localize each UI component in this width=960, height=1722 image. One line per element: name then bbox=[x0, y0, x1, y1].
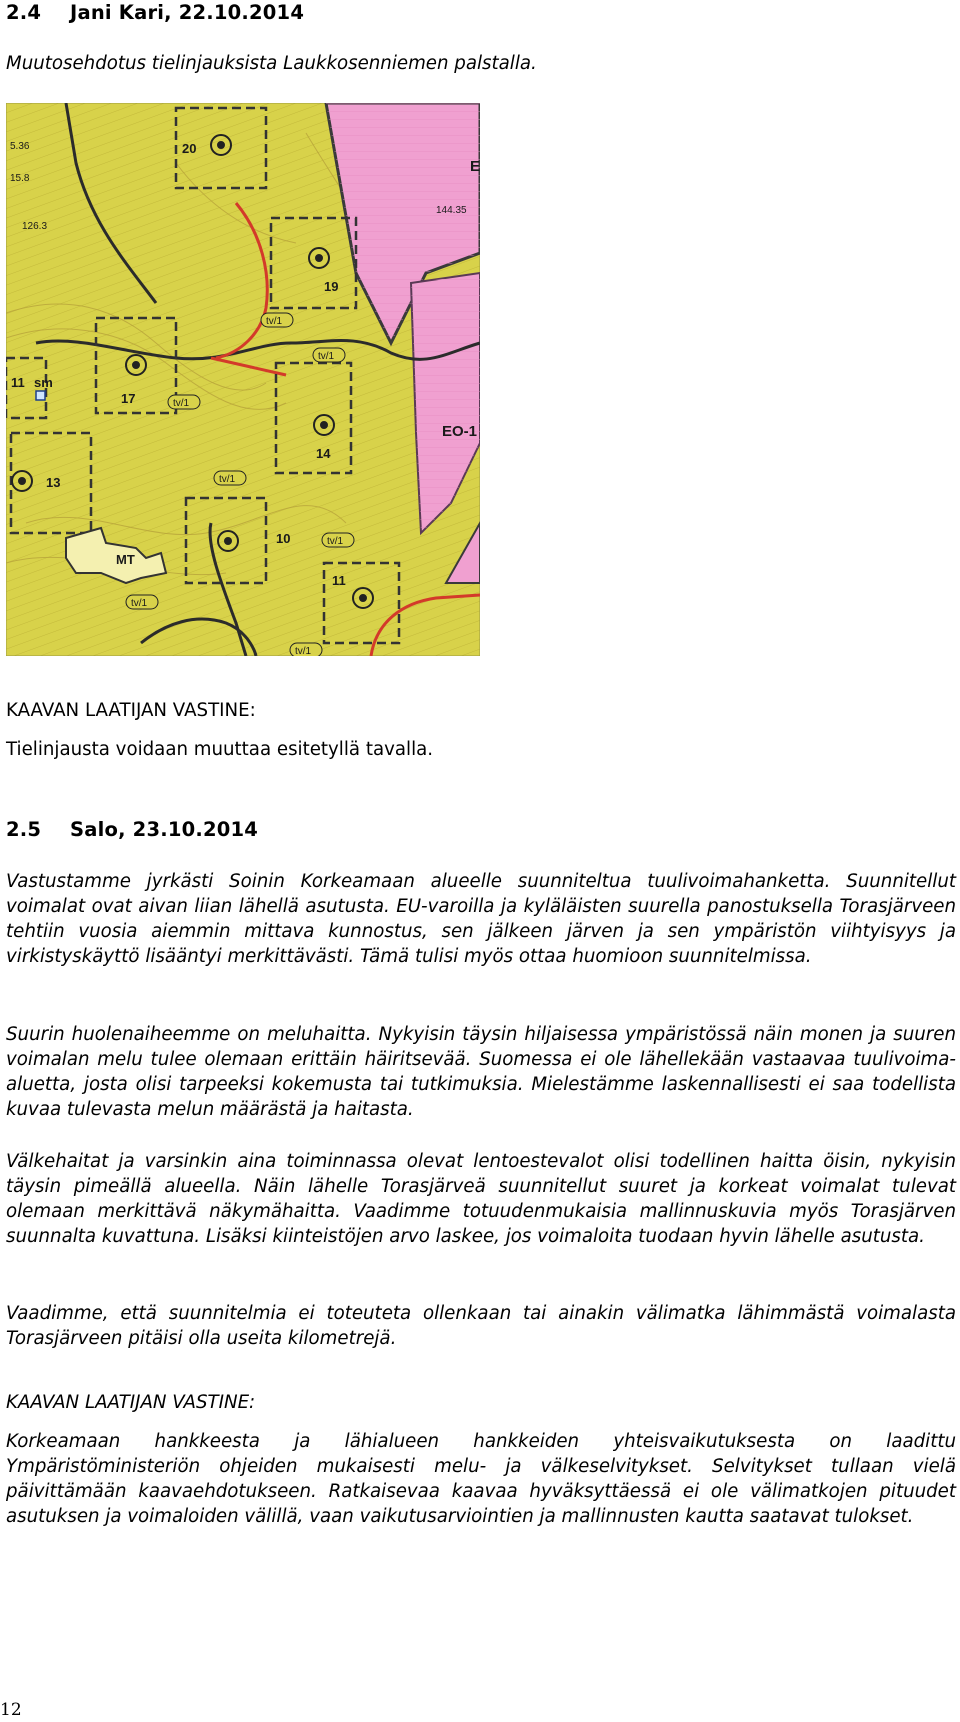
sm-marker bbox=[36, 391, 45, 400]
map-label-17: 17 bbox=[121, 391, 136, 406]
response-text-1: Tielinjausta voidaan muuttaa esitetyllä tavalla. bbox=[6, 739, 434, 760]
response-heading-1: KAAVAN LAATIJAN VASTINE: bbox=[6, 700, 256, 721]
map-label-sm: sm bbox=[34, 375, 53, 390]
section-description: Muutosehdotus tielinjauksista Laukkosenniemen palstalla. bbox=[6, 53, 537, 74]
response-heading-2: KAAVAN LAATIJAN VASTINE: bbox=[6, 1392, 256, 1413]
response-text-2: Korkeamaan hankkeesta ja lähialueen hankkeiden yhteisvaikutuksesta on laadittu Ympäristöministeriön ohjeiden mukaisesti melu- ja välkeselvitykset. Selvitykset tullaan vielä päivittämään kaavaehdotukseen. Ratkaisevaa kaavaa hyväksyttäessä ei ole välimatkojen pituudet asutuksen ja voimaloiden välillä, vaan vaikutusarviointien ja mallinnusten kautta saatavat tulokset. bbox=[6, 1431, 956, 1527]
map-label-eo: EO-1 bbox=[442, 423, 478, 440]
paragraph-3: Välkehaitat ja varsinkin aina toiminnassa olevat lentoestevalot olisi todellinen haitta öisin, nykyisin täysin pimeällä alueella. Näin lähelle Torasjärveä suunnitellut suuret ja korkeat voimalat tulevat olemaan merkittävä näkymähaitta. Vaadimme totuudenmukaisia mallinnuskuvia myös Torasjärven suunnalta kuvattuna. Lisäksi kiinteistöjen arvo laskee, jos voimaloita tuodaan hyvin lähelle asutusta. bbox=[6, 1151, 956, 1247]
tv-tag-b bbox=[313, 348, 345, 362]
svg-text:tv/1: tv/1 bbox=[266, 316, 283, 327]
map-label-11a: 11 bbox=[11, 375, 25, 390]
svg-text:tv/1: tv/1 bbox=[295, 646, 312, 656]
paragraph-4: Vaadimme, että suunnitelmia ei toteuteta ollenkaan tai ainakin välimatka lähimmästä voimalasta Torasjärveen pitäisi olla useita kilometrejä. bbox=[6, 1303, 956, 1349]
zoning-map bbox=[6, 103, 480, 656]
section-heading-2-4 bbox=[6, 1, 304, 24]
svg-text:tv/1: tv/1 bbox=[131, 598, 148, 609]
spot-height-2: 15.8 bbox=[10, 173, 30, 184]
section-title: Jani Kari, 22.10.2014 bbox=[70, 1, 305, 24]
page-number: 12 bbox=[0, 1700, 22, 1720]
tv-tag-g bbox=[290, 643, 322, 656]
svg-text:tv/1: tv/1 bbox=[219, 474, 236, 485]
section-number: 2.4 bbox=[6, 1, 42, 24]
tv-tag-e bbox=[322, 533, 354, 547]
section-title: Salo, 23.10.2014 bbox=[70, 818, 259, 841]
tv-tag-f bbox=[126, 595, 158, 609]
map-label-14: 14 bbox=[316, 446, 331, 461]
map-label-11b: 11 bbox=[332, 573, 346, 588]
svg-text:tv/1: tv/1 bbox=[318, 351, 335, 362]
tv-tag-a bbox=[261, 313, 293, 327]
paragraph-2: Suurin huolenaiheemme on meluhaitta. Nykyisin täysin hiljaisessa ympäristössä näin monen ja suuren voimalan melu tulee olemaan erittäin häiritsevää. Suomessa ei ole lähellekään vastaavaa tuulivoima-aluetta, josta olisi tarpeeksi kokemusta tai tutkimuksia. Mielestämme laskennallisesti ei saa todellista kuvaa tulevasta melun määrästä ja haitasta. bbox=[6, 1024, 956, 1120]
section-number: 2.5 bbox=[6, 818, 42, 841]
tv-tag-c bbox=[168, 395, 200, 409]
spot-height-4: 144.35 bbox=[436, 205, 467, 216]
svg-text:tv/1: tv/1 bbox=[173, 398, 190, 409]
paragraph-1: Vastustamme jyrkästi Soinin Korkeamaan alueelle suunniteltua tuulivoimahanketta. Suunnitellut voimalat ovat aivan liian lähellä asutusta. EU-varoilla ja kyläläisten suurella panostuksella Torasjärveen tehtiin vuosia aiemmin mittava kunnostus, sen jälkeen järven ja sen ympäristön viihtyisyys ja virkistyskäyttö lisääntyi merkittävästi. Tämä tulisi myös ottaa huomioon suunnitelmissa. bbox=[6, 871, 956, 967]
section-heading-2-5 bbox=[6, 818, 258, 841]
map-label-10: 10 bbox=[276, 531, 291, 546]
map-label-e: E bbox=[470, 158, 480, 175]
map-label-13: 13 bbox=[46, 475, 61, 490]
svg-text:tv/1: tv/1 bbox=[327, 536, 344, 547]
map-label-20: 20 bbox=[182, 141, 197, 156]
spot-height-1: 5.36 bbox=[10, 141, 30, 152]
spot-height-3: 126.3 bbox=[22, 221, 48, 232]
map-label-mt: MT bbox=[116, 552, 135, 567]
map-label-19: 19 bbox=[324, 279, 339, 294]
tv-tag-d bbox=[214, 471, 246, 485]
